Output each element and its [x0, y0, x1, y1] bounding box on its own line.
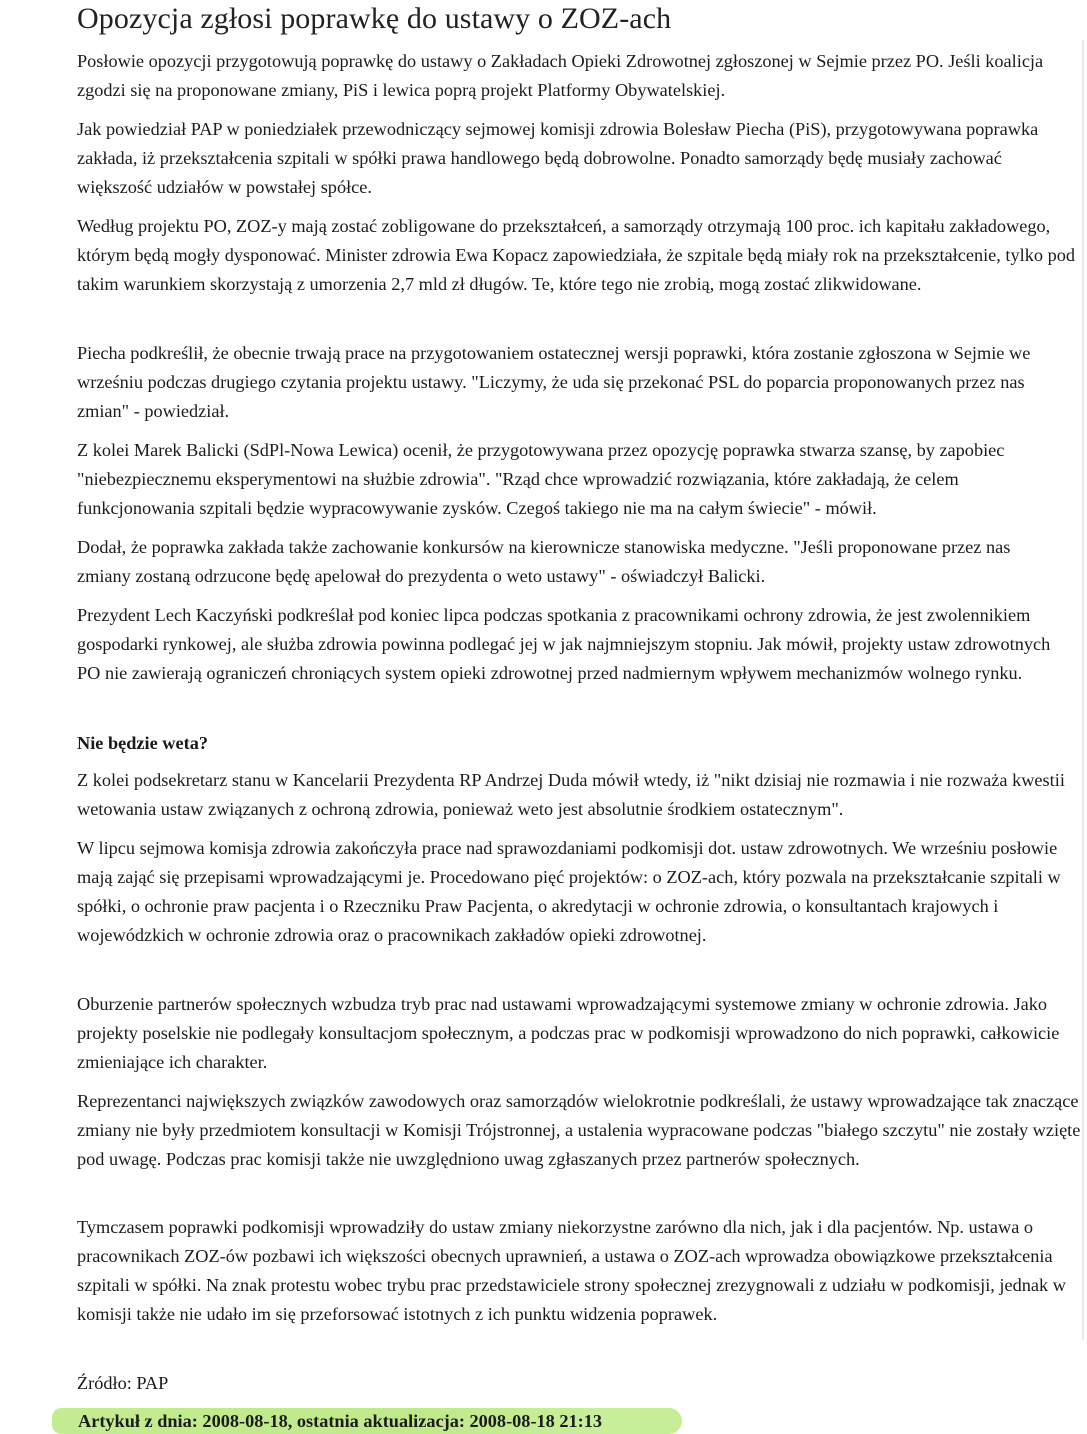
- article-paragraph: Dodał, że poprawka zakłada także zachowanie konkursów na kierownicze stanowiska medyczne. "Jeśli proponowane przez nas zmiany zostaną odrzucone będę apelował do prezydenta o weto ustawy" - oświadczył Balicki.: [77, 537, 1011, 586]
- article-date-line: Artykuł z dnia: 2008-08-18, ostatnia aktualizacja: 2008-08-18 21:13: [78, 1411, 603, 1431]
- article-paragraph: W lipcu sejmowa komisja zdrowia zakończyła prace nad sprawozdaniami podkomisji dot. ustaw zdrowotnych. We wrześniu posłowie mają zająć się przepisami wprowadzającymi je. Procedowano pięć projektów: o ZOZ-ach, który pozwala na przekształcanie szpitali w spółki, o ochronie praw pacjenta i o Rzeczniku Praw Pacjenta, o akredytacji w ochronie zdrowia, o konsultantach krajowych i wojewódzkich w ochronie zdrowia oraz o pracownikach zakładów opieki zdrowotnej.: [77, 838, 1061, 945]
- article-paragraph: Jak powiedział PAP w poniedziałek przewodniczący sejmowej komisji zdrowia Bolesław Piecha (PiS), przygotowywana poprawka zakłada, iż przekształcenia szpitali w spółki prawa handlowego będą dobrowolne. Ponadto samorządy będę musiały zachować większość udziałów w powstałej spółce.: [77, 119, 1039, 197]
- article-paragraph: Posłowie opozycji przygotowują poprawkę do ustawy o Zakładach Opieki Zdrowotnej zgłoszonej w Sejmie przez PO. Jeśli koalicja zgodzi się na proponowane zmiany, PiS i lewica poprą projekt Platformy Obywatelskiej.: [77, 51, 1044, 100]
- article-title: Opozycja zgłosi poprawkę do ustawy o ZOZ-ach: [77, 2, 672, 35]
- article-subheading: Nie będzie weta?: [77, 733, 208, 753]
- article-paragraph: Prezydent Lech Kaczyński podkreślał pod koniec lipca podczas spotkania z pracownikami ochrony zdrowia, że jest zwolennikiem gospodarki rynkowej, ale służba zdrowia powinna podlegać jej w jak najmniejszym stopniu. Jak mówił, projekty ustaw zdrowotnych PO nie zawierają ograniczeń chroniących system opieki zdrowotnej przed nadmiernym wpływem mechanizmów wolnego rynku.: [77, 605, 1051, 683]
- article-paragraph: Tymczasem poprawki podkomisji wprowadziły do ustaw zmiany niekorzystne zarówno dla nich, jak i dla pacjentów. Np. ustawa o pracownikach ZOZ-ów pozbawi ich większości obecnych uprawnień, a ustawa o ZOZ-ach wprowadza obowiązkowe przekształcenia szpitali w spółki. Na znak protestu wobec trybu prac przedstawiciele strony społecznej zrezygnowali z udziału w podkomisji, jednak w komisji także nie udało im się przeforsować istotnych z ich punktu widzenia poprawek.: [77, 1217, 1066, 1324]
- article-paragraph: Według projektu PO, ZOZ-y mają zostać zobligowane do przekształceń, a samorządy otrzymają 100 proc. ich kapitału zakładowego, którym będą mogły dysponować. Minister zdrowia Ewa Kopacz zapowiedziała, że szpitale będą miały rok na przekształcenie, tylko pod takim warunkiem skorzystają z umorzenia 2,7 mld zł długów. Te, które tego nie zrobią, mogą zostać zlikwidowane.: [77, 216, 1076, 294]
- article-paragraph: Z kolei podsekretarz stanu w Kancelarii Prezydenta RP Andrzej Duda mówił wtedy, iż "nikt dzisiaj nie rozmawia i nie rozważa kwestii wetowania ustaw związanych z ochroną zdrowia, ponieważ weto jest absolutnie środkiem ostatecznym".: [77, 770, 1065, 819]
- article-paragraph: Z kolei Marek Balicki (SdPl-Nowa Lewica) ocenił, że przygotowywana przez opozycję poprawka stwarza szansę, by zapobiec "niebezpiecznemu eksperymentowi na służbie zdrowia". "Rząd chce wprowadzić rozwiązania, które zakładają, że celem funkcjonowania szpitali będzie wypracowywanie zysków. Czegoś takiego nie ma na całym świecie" - mówił.: [77, 440, 1005, 518]
- article-paragraph: Oburzenie partnerów społecznych wzbudza tryb prac nad ustawami wprowadzającymi systemowe zmiany w ochronie zdrowia. Jako projekty poselskie nie podlegały konsultacjom społecznym, a podczas prac w podkomisji wprowadzono do nich poprawki, całkowicie zmieniające ich charakter.: [77, 994, 1060, 1072]
- article-source: Źródło: PAP: [77, 1373, 169, 1393]
- article-paragraph: Piecha podkreślił, że obecnie trwają prace na przygotowaniem ostatecznej wersji poprawki, która zostanie zgłoszona w Sejmie we wrześniu podczas drugiego czytania projektu ustawy. "Liczymy, że uda się przekonać PSL do poparcia proponowanych przez nas zmian" - powiedział.: [77, 343, 1031, 421]
- page-edge-divider: [1082, 40, 1084, 1340]
- article-paragraph: Reprezentanci największych związków zawodowych oraz samorządów wielokrotnie podkreślali, że ustawy wprowadzające tak znaczące zmiany nie były przedmiotem konsultacji w Komisji Trójstronnej, a ustalenia wypracowane podczas "białego szczytu" nie zostały wzięte pod uwagę. Podczas prac komisji także nie uwzględniono uwag zgłaszanych przez partnerów społecznych.: [77, 1091, 1081, 1169]
